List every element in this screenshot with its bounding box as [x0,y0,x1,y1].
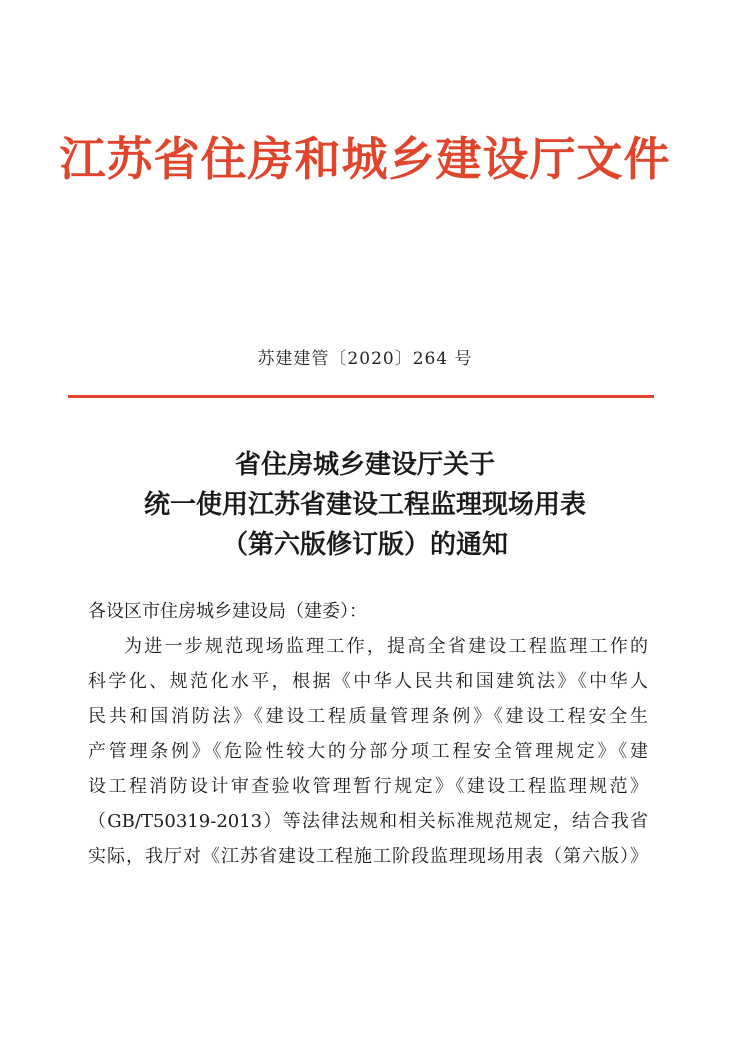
document-body [88,594,648,874]
body-line: 产管理条例》《危险性较大的分部分项工程安全管理规定》《建 [88,741,648,762]
title-line: 省住房城乡建设厅关于 [234,450,495,480]
document-number: 苏建建管〔2020〕264 号 [257,349,473,369]
salutation: 各设区市住房城乡建设局（建委）： [88,601,367,622]
body-line: 为进一步规范现场监理工作，提高全省建设工程监理工作的 [124,636,648,657]
body-line: （GB/T50319-2013）等法律法规和相关标准规范规定，结合我省 [88,811,648,832]
document-title [0,445,730,565]
body-line: 实际，我厅对《江苏省建设工程施工阶段监理现场用表（第六版）》 [88,846,648,867]
issuer-banner: 江苏省住房和城乡建设厅文件 [59,132,671,186]
title-line: 统一使用江苏省建设工程监理现场用表 [143,490,586,520]
title-line: （第六版修订版）的通知 [221,530,508,560]
body-line: 设工程消防设计审查验收管理暂行规定》《建设工程监理规范》 [88,776,648,797]
body-line: 科学化、规范化水平，根据《中华人民共和国建筑法》《中华人 [88,671,648,692]
body-line: 民共和国消防法》《建设工程质量管理条例》《建设工程安全生 [88,706,648,727]
red-divider [68,395,654,398]
